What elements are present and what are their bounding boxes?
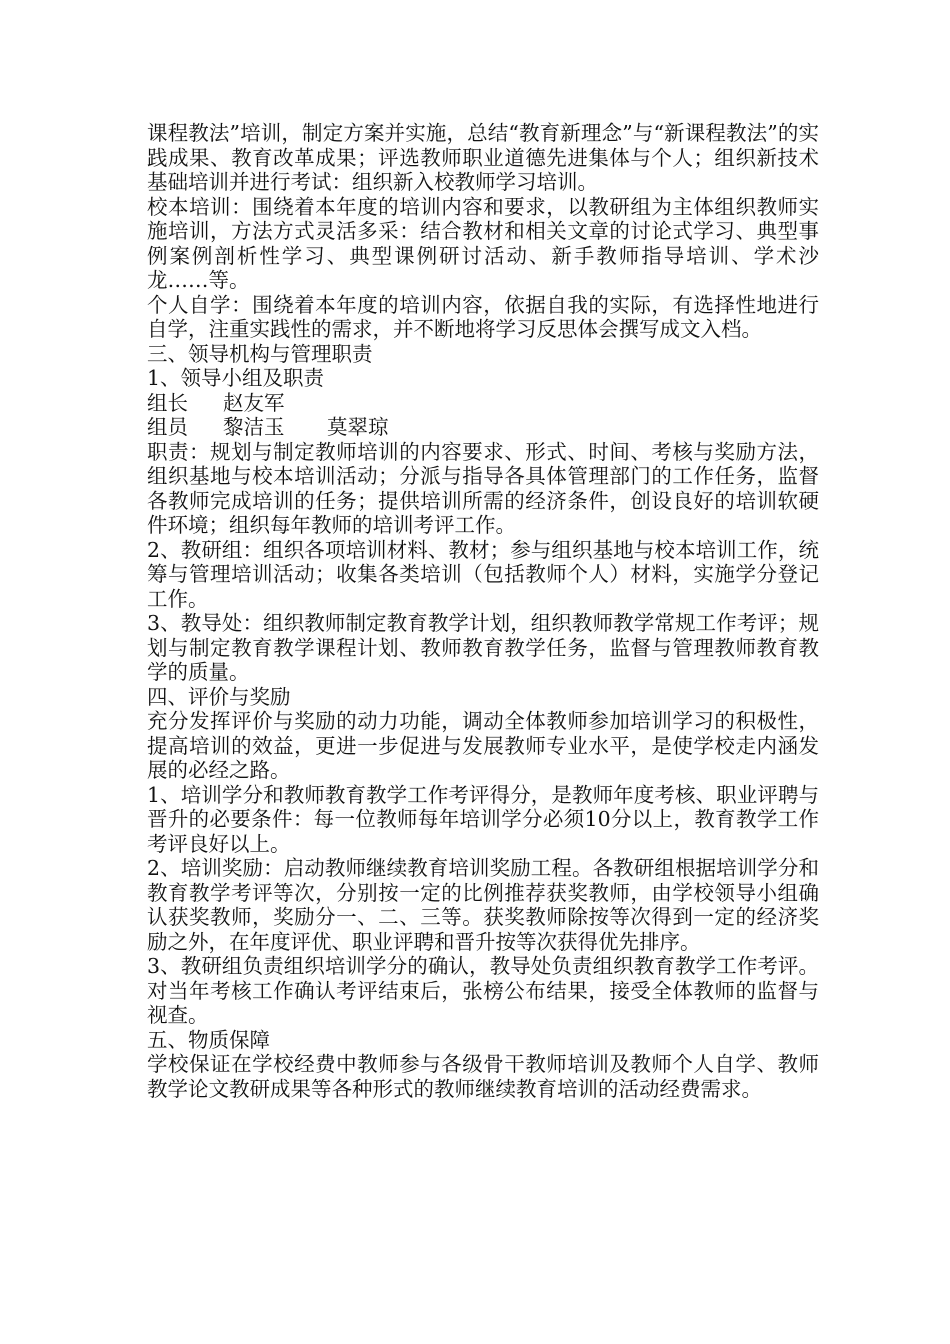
subheading-leading-group: 1、领导小组及职责 xyxy=(147,366,325,390)
section-heading-material-support: 五、物质保障 xyxy=(147,1027,270,1052)
section-heading-evaluation: 四、评价与奖励 xyxy=(147,684,291,709)
paragraph-self-study: 个人自学：围绕着本年度的培训内容，依据自我的实际，有选择性地进行自学，注重实践性的需求，并不断地将学习反思体会撰写成文入档。 xyxy=(147,292,819,341)
member-role-label: 组员 xyxy=(147,415,188,439)
member-name-2: 莫翠琼 xyxy=(327,415,389,439)
paragraph-evaluation-intro: 充分发挥评价与奖励的动力功能，调动全体教师参加培训学习的积极性，提高培训的效益，更进一步促进与发展教师专业水平，是使学校走内涵发展的必经之路。 xyxy=(147,709,819,782)
paragraph-academic-affairs: 3、教导处：组织教师制定教育教学计划，组织教师教学常规工作考评；规划与制定教育教学课程计划、教师教育教学任务，监督与管理教师教育教学的质量。 xyxy=(147,611,819,684)
members-line xyxy=(147,415,819,440)
leader-role-label: 组长 xyxy=(147,390,188,415)
document-body xyxy=(147,121,819,1101)
section-heading-leadership: 三、领导机构与管理职责 xyxy=(147,341,373,366)
paragraph-credit-confirmation: 3、教研组负责组织培训学分的确认，教导处负责组织教育教学工作考评。对当年考核工作确认考评结束后，张榜公布结果，接受全体教师的监督与视查。 xyxy=(147,954,819,1027)
paragraph-training-awards: 2、培训奖励：启动教师继续教育培训奖励工程。各教研组根据培训学分和教育教学考评等次，分别按一定的比例推荐获奖教师，由学校领导小组确认获奖教师，奖励分一、二、三等。获奖教师除按等次得到一定的经济奖励之外，在年度评优、职业评聘和晋升按等次获得优先排序。 xyxy=(147,856,819,954)
paragraph-credit-requirement: 1、培训学分和教师教育教学工作考评得分，是教师年度考核、职业评聘与晋升的必要条件：每一位教师每年培训学分必须10分以上，教育教学工作考评良好以上。 xyxy=(147,782,819,856)
leader-line xyxy=(147,391,819,416)
paragraph-teaching-research-group: 2、教研组：组织各项培训材料、教材；参与组织基地与校本培训工作，统筹与管理培训活动；收集各类培训（包括教师个人）材料，实施学分登记工作。 xyxy=(147,537,819,611)
paragraph-training-summary: 课程教法”培训，制定方案并实施，总结“教育新理念”与“新课程教法”的实践成果、教育改革成果；评选教师职业道德先进集体与个人；组织新技术基础培训并进行考试：组织新入校教师学习培训。 xyxy=(147,121,819,194)
paragraph-school-based-training: 校本培训：围绕着本年度的培训内容和要求，以教研组为主体组织教师实施培训，方法方式灵活多采：结合教材和相关文章的讨论式学习、典型事例案例剖析性学习、典型课例研讨活动、新手教师指导培训、学术沙龙……等。 xyxy=(147,194,819,292)
paragraph-funding: 学校保证在学校经费中教师参与各级骨干教师培训及教师个人自学、教师教学论文教研成果等各种形式的教师继续教育培训的活动经费需求。 xyxy=(147,1052,819,1101)
leader-name: 赵友军 xyxy=(223,390,285,415)
paragraph-duties: 职责：规划与制定教师培训的内容要求、形式、时间、考核与奖励方法，组织基地与校本培训活动；分派与指导各具体管理部门的工作任务，监督各教师完成培训的任务；提供培训所需的经济条件，创设良好的培训软硬件环境；组织每年教师的培训考评工作。 xyxy=(147,439,819,537)
member-name-1: 黎洁玉 xyxy=(223,415,285,439)
